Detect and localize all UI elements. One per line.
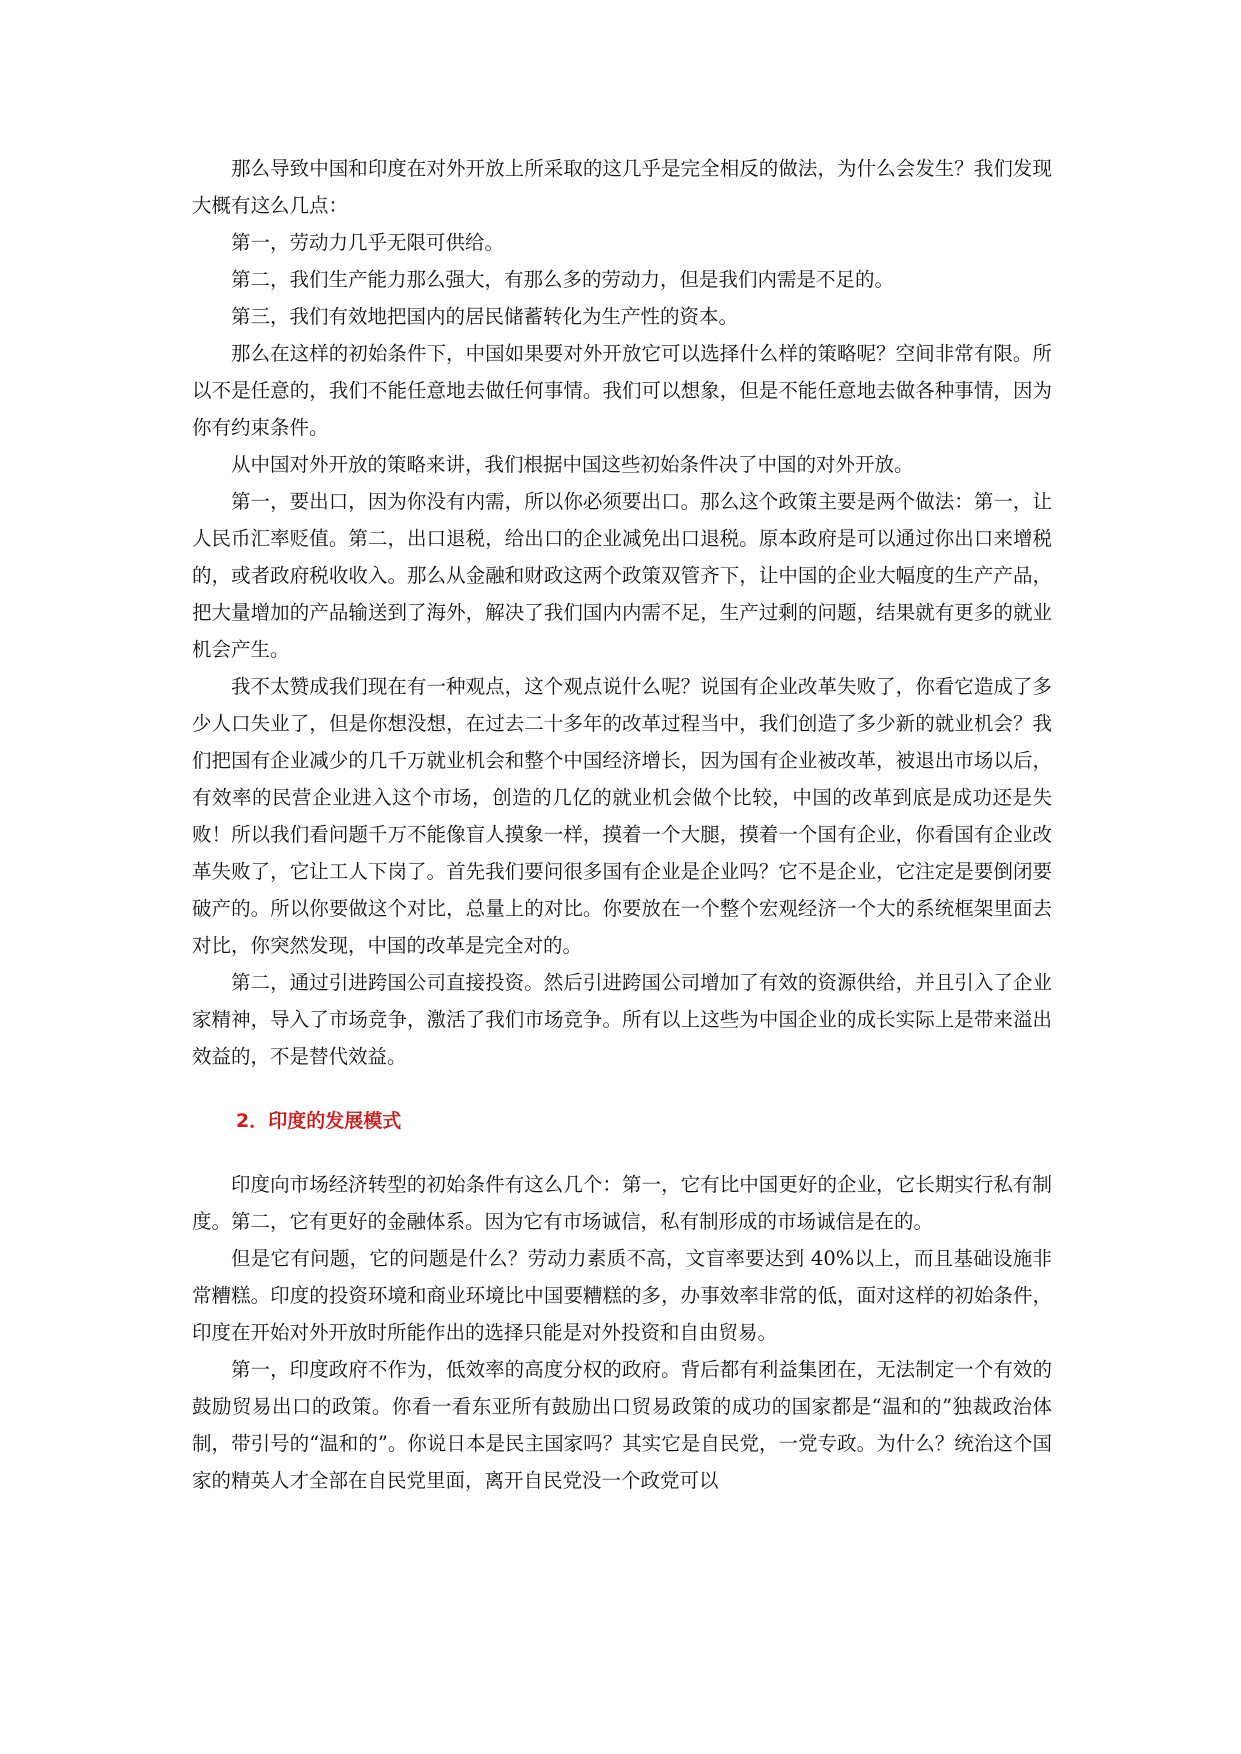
paragraph: 第三，我们有效地把国内的居民储蓄转化为生产性的资本。 <box>231 305 739 328</box>
paragraph: 第一，劳动力几乎无限可供给。 <box>231 231 505 254</box>
paragraph: 那么导致中国和印度在对外开放上所采取的这几乎是完全相反的做法，为什么会发生？我们发现大概有这么几点： <box>192 157 1052 217</box>
paragraph: 那么在这样的初始条件下，中国如果要对外开放它可以选择什么样的策略呢？空间非常有限。所以不是任意的，我们不能任意地去做任何事情。我们可以想象，但是不能任意地去做各种事情，因为你有约束条件。 <box>192 342 1052 439</box>
paragraph: 我不太赞成我们现在有一种观点，这个观点说什么呢？说国有企业改革失败了，你看它造成了多少人口失业了，但是你想没想，在过去二十多年的改革过程当中，我们创造了多少新的就业机会？我们把国有企业减少的几千万就业机会和整个中国经济增长，因为国有企业被改革，被退出市场以后，有效率的民营企业进入这个市场，创造的几亿的就业机会做个比较，中国的改革到底是成功还是失败！所以我们看问题千万不能像盲人摸象一样，摸着一个大腿，摸着一个国有企业，你看国有企业改革失败了，它让工人下岗了。首先我们要问很多国有企业是企业吗？它不是企业，它注定是要倒闭要破产的。所以你要做这个对比，总量上的对比。你要放在一个整个宏观经济一个大的系统框架里面去对比，你突然发现，中国的改革是完全对的。 <box>192 675 1052 957</box>
document-body <box>192 150 1052 1499</box>
paragraph: 从中国对外开放的策略来讲，我们根据中国这些初始条件决了中国的对外开放。 <box>231 453 914 476</box>
paragraph: 但是它有问题，它的问题是什么？劳动力素质不高，文盲率要达到 40%以上，而且基础设施非常糟糕。印度的投资环境和商业环境比中国要糟糕的多，办事效率非常的低，面对这样的初始条件，印度在开始对外开放时所能作出的选择只能是对外投资和自由贸易。 <box>192 1247 1052 1344</box>
paragraph: 第二，通过引进跨国公司直接投资。然后引进跨国公司增加了有效的资源供给，并且引入了企业家精神，导入了市场竞争，激活了我们市场竞争。所有以上这些为中国企业的成长实际上是带来溢出效益的，不是替代效益。 <box>192 971 1052 1068</box>
paragraph: 第一，要出口，因为你没有内需，所以你必须要出口。那么这个政策主要是两个做法：第一，让人民币汇率贬值。第二，出口退税，给出口的企业减免出口退税。原本政府是可以通过你出口来增税的，或者政府税收收入。那么从金融和财政这两个政策双管齐下，让中国的企业大幅度的生产产品，把大量增加的产品输送到了海外，解决了我们国内内需不足，生产过剩的问题，结果就有更多的就业机会产生。 <box>192 490 1052 661</box>
paragraph: 第一，印度政府不作为，低效率的高度分权的政府。背后都有利益集团在，无法制定一个有效的鼓励贸易出口的政策。你看一看东亚所有鼓励出口贸易政策的成功的国家都是“温和的”独裁政治体制，带引号的“温和的”。你说日本是民主国家吗？其实它是自民党，一党专政。为什么？统治这个国家的精英人才全部在自民党里面，离开自民党没一个政党可以 <box>192 1358 1052 1492</box>
section-heading: 2．印度的发展模式 <box>236 1110 402 1132</box>
paragraph: 第二，我们生产能力那么强大，有那么多的劳动力，但是我们内需是不足的。 <box>231 268 895 291</box>
paragraph: 印度向市场经济转型的初始条件有这么几个：第一，它有比中国更好的企业，它长期实行私有制度。第二，它有更好的金融体系。因为它有市场诚信，私有制形成的市场诚信是在的。 <box>192 1173 1052 1233</box>
